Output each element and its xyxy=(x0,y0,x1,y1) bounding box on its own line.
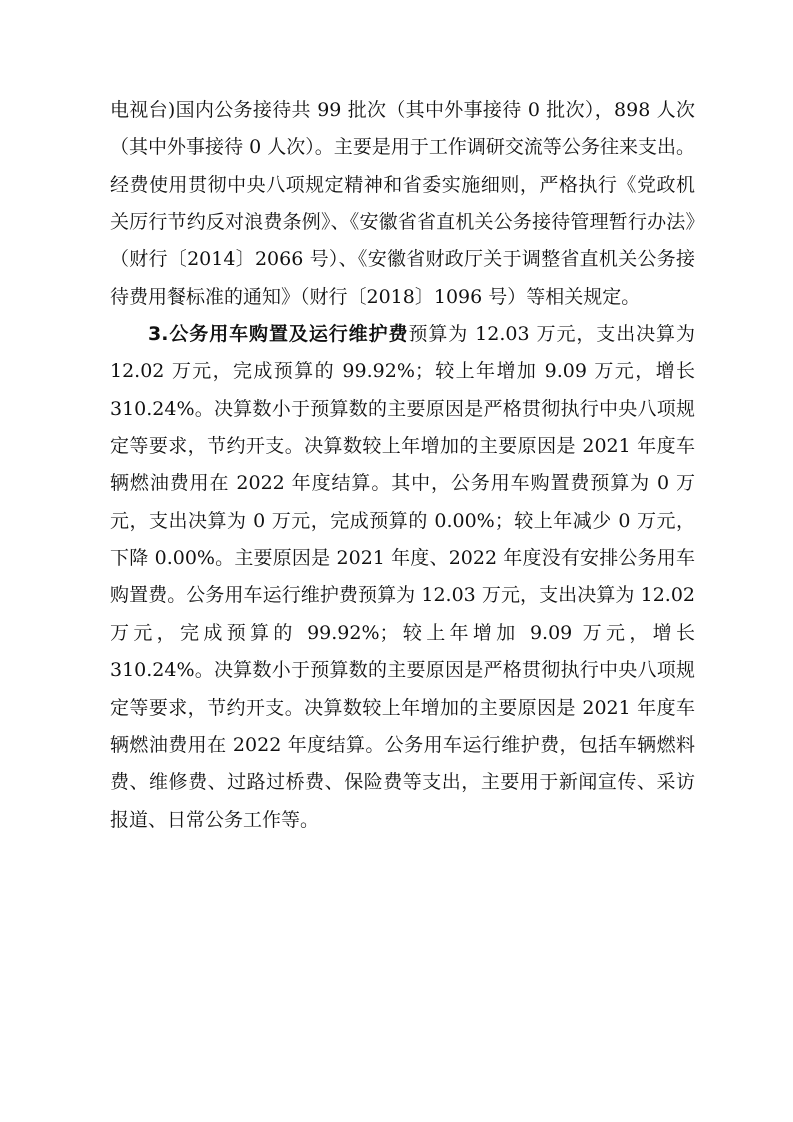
paragraph-vehicle-expenses xyxy=(110,316,695,839)
document-body xyxy=(110,92,695,839)
section-body-vehicle: 预算为 12.03 万元，支出决算为 12.02 万元，完成预算的 99.92%；较上年增加 9.09 万元，增长 310.24%。决算数小于预算数的主要原因是严格贯彻执行中央八项规定等要求，节约开支。决算数较上年增加的主要原因是 2021 年度车辆燃油费用在 2022 年度结算。其中，公务用车购置费预算为 0 万元，支出决算为 0 万元，完成预算的 0.00%；较上年减少 0 万元，下降 0.00%。主要原因是 2021 年度、2022 年度没有安排公务用车购置费。公务用车运行维护费预算为 12.03 万元，支出决算为 12.02 万元，完成预算的 99.92%；较上年增加 9.09 万元，增长 310.24%。决算数小于预算数的主要原因是严格贯彻执行中央八项规定等要求，节约开支。决算数较上年增加的主要原因是 2021 年度车辆燃油费用在 2022 年度结算。公务用车运行维护费，包括车辆燃料费、维修费、过路过桥费、保险费等支出，主要用于新闻宣传、采访报道、日常公务工作等。 xyxy=(110,323,695,831)
paragraph-reception-expenses: 电视台)国内公务接待共 99 批次（其中外事接待 0 批次），898 人次（其中外事接待 0 人次）。主要是用于工作调研交流等公务往来支出。经费使用贯彻中央八项规定精神和省委实施细则，严格执行《党政机关厉行节约反对浪费条例》、《安徽省省直机关公务接待管理暂行办法》（财行〔2014〕2066 号）、《安徽省财政厅关于调整省直机关公务接待费用餐标准的通知》（财行〔2018〕1096 号）等相关规定。 xyxy=(110,99,695,308)
section-heading-vehicle: 3.公务用车购置及运行维护费 xyxy=(148,323,409,346)
